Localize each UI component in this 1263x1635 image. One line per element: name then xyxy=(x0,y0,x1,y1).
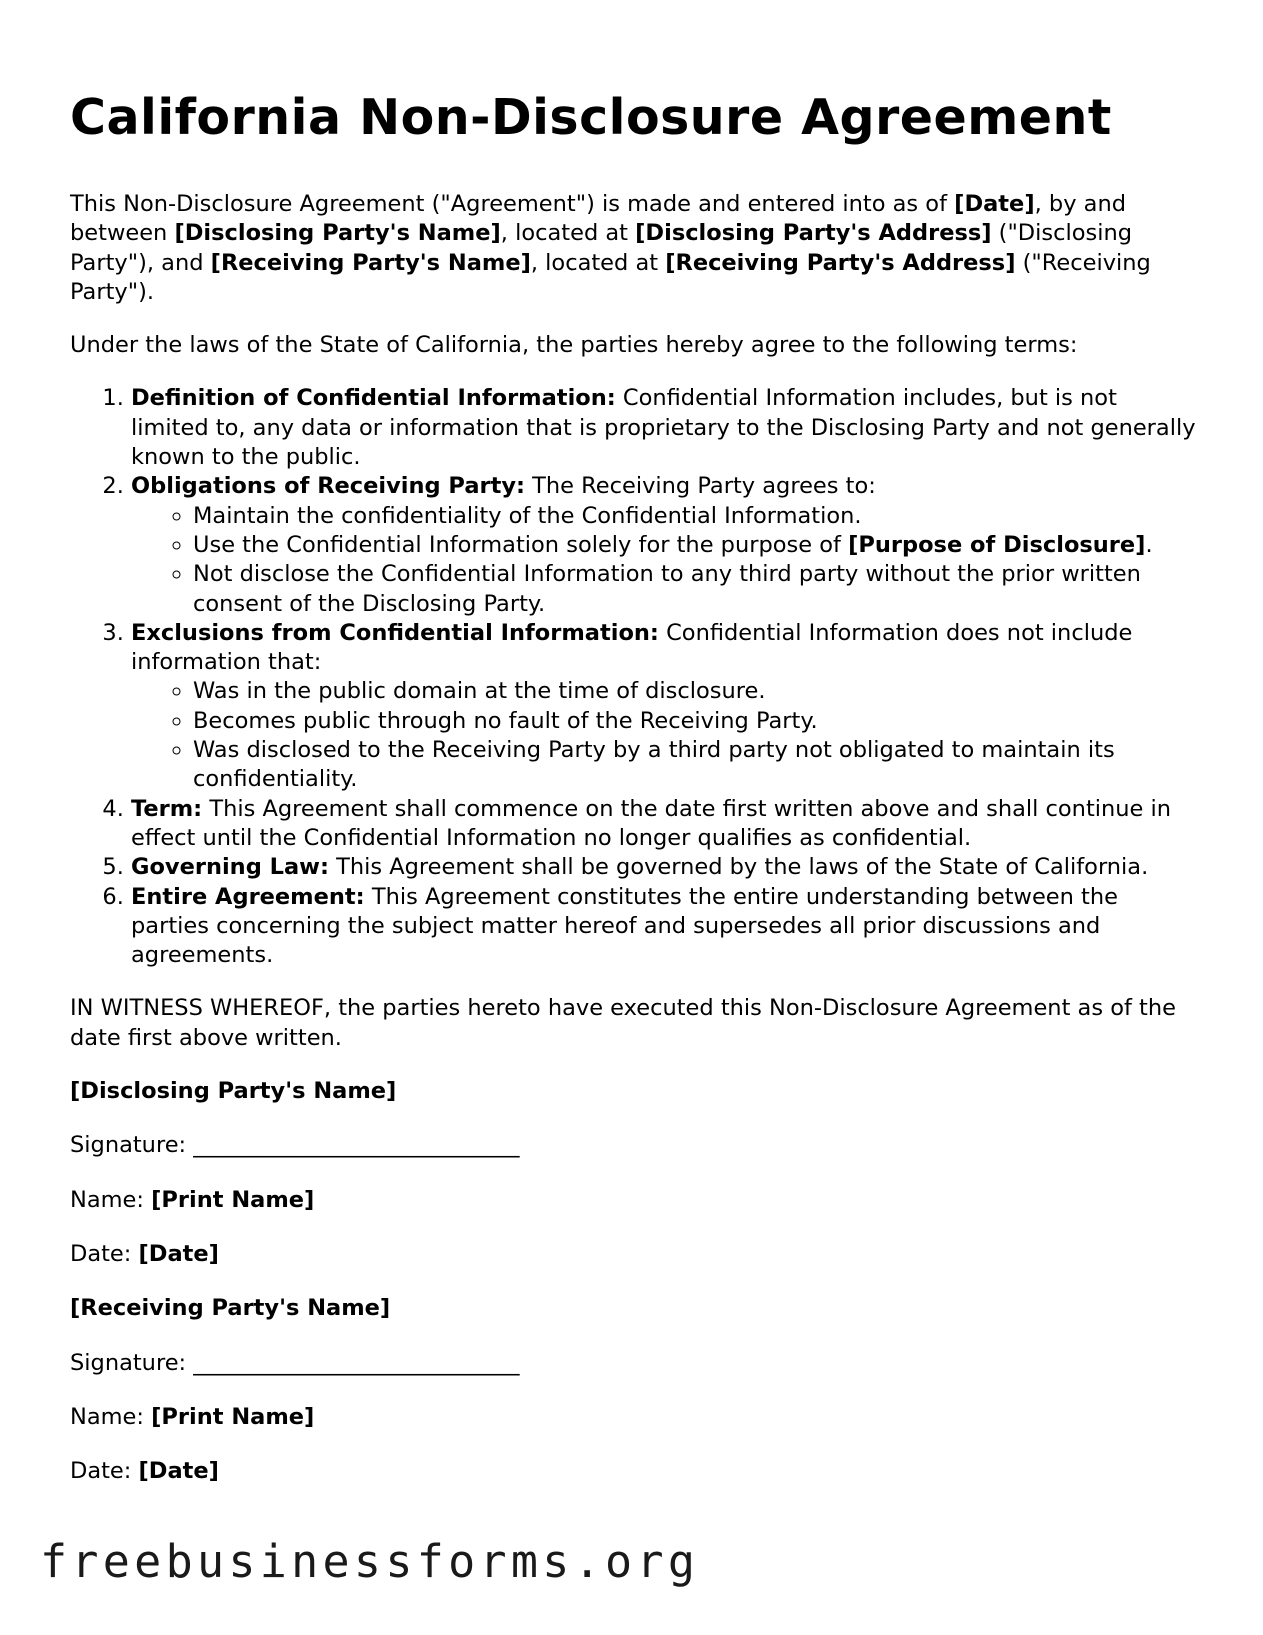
document-body xyxy=(70,86,1200,1511)
print-name-row xyxy=(70,1186,1200,1215)
print-name-placeholder[interactable]: [Print Name] xyxy=(151,1403,315,1430)
exclusion-item: ◦ Becomes public through no fault of the Receiving Party. xyxy=(193,707,1200,736)
party-name xyxy=(70,1077,1200,1106)
name-label: Name: xyxy=(70,1403,152,1430)
party-name-placeholder: [Receiving Party's Name] xyxy=(70,1295,391,1322)
date-placeholder[interactable]: [Date] xyxy=(138,1458,219,1485)
term-heading: Term: xyxy=(131,795,203,822)
party-name-placeholder: [Disclosing Party's Name] xyxy=(70,1078,397,1105)
term-heading: Entire Agreement: xyxy=(131,883,365,910)
name-label: Name: xyxy=(70,1186,152,1213)
disclosing-address-placeholder: [Disclosing Party's Address] xyxy=(635,220,992,247)
disclosing-signature-block xyxy=(70,1077,1200,1269)
exclusion-item: ◦ Was disclosed to the Receiving Party by a third party not obligated to maintain its confidentiality. xyxy=(193,736,1200,795)
receiving-address-placeholder: [Receiving Party's Address] xyxy=(665,249,1016,276)
intro-paragraph xyxy=(70,190,1200,307)
term-heading: Governing Law: xyxy=(131,854,329,881)
term-heading: Definition of Confidential Information: xyxy=(131,385,616,412)
signature-label: Signature: xyxy=(70,1132,194,1159)
obligation-text: . xyxy=(1145,531,1153,558)
exclusions-list xyxy=(131,677,1200,794)
obligation-item: ◦ Not disclose the Confidential Information to any third party without the prior written consent of the Disclosing Party. xyxy=(193,560,1200,619)
disclosing-name-placeholder: [Disclosing Party's Name] xyxy=(174,220,501,247)
terms-list xyxy=(70,384,1200,970)
term-text: This Agreement shall be governed by the laws of the State of California. xyxy=(328,854,1149,881)
obligation-text: Use the Confidential Information solely for the purpose of xyxy=(193,531,849,558)
term-text: This Agreement shall commence on the date first written above and shall continue in effect until the Confidential Information no longer qualifies as confidential. xyxy=(131,795,1172,851)
term-text: Confidential Information includes, but is not limited to, any data or information that is proprietary to the Disclosing Party and not generally known to the public. xyxy=(131,385,1196,471)
term-item xyxy=(131,853,1200,882)
date-placeholder[interactable]: [Date] xyxy=(138,1240,219,1267)
receiving-signature-block xyxy=(70,1294,1200,1486)
term-item xyxy=(131,384,1200,472)
date-row xyxy=(70,1240,1200,1269)
term-item xyxy=(131,795,1200,854)
intro-text: ("Receiving Party"). xyxy=(70,249,1151,305)
signature-row xyxy=(70,1349,1200,1378)
print-name-placeholder[interactable]: [Print Name] xyxy=(151,1186,315,1213)
intro-text: , by and between xyxy=(70,191,1126,247)
exclusion-item: ◦ Was in the public domain at the time of disclosure. xyxy=(193,677,1200,706)
term-text: Confidential Information does not include information that: xyxy=(131,619,1133,676)
intro-text: , located at xyxy=(500,220,636,247)
date-label: Date: xyxy=(70,1458,139,1485)
purpose-placeholder: [Purpose of Disclosure] xyxy=(848,531,1146,558)
term-text: This Agreement constitutes the entire understanding between the parties concerning the subject matter hereof and supersedes all prior discussions and agreements. xyxy=(131,883,1118,969)
term-item xyxy=(131,619,1200,795)
signature-line[interactable]: _____________________________ xyxy=(193,1132,520,1159)
intro-text: , located at xyxy=(530,249,666,276)
obligation-item: ◦ Maintain the confidentiality of the Confidential Information. xyxy=(193,502,1200,531)
print-name-row xyxy=(70,1403,1200,1432)
term-heading: Exclusions from Confidential Information: xyxy=(131,619,659,646)
date-row xyxy=(70,1457,1200,1486)
receiving-name-placeholder: [Receiving Party's Name] xyxy=(210,249,531,276)
term-text: The Receiving Party agrees to: xyxy=(525,473,876,500)
signature-row xyxy=(70,1131,1200,1160)
term-heading: Obligations of Receiving Party: xyxy=(131,473,526,500)
watermark-text: freebusinessforms.org xyxy=(40,1535,700,1588)
signature-label: Signature: xyxy=(70,1349,194,1376)
date-label: Date: xyxy=(70,1240,139,1267)
term-item xyxy=(131,883,1200,971)
witness-clause: IN WITNESS WHEREOF, the parties hereto have executed this Non-Disclosure Agreement as of the date first above written. xyxy=(70,995,1176,1051)
intro-date-placeholder: [Date] xyxy=(954,191,1035,217)
term-item xyxy=(131,472,1200,618)
obligation-item xyxy=(193,531,1200,560)
obligations-list xyxy=(131,502,1200,619)
party-name xyxy=(70,1294,1200,1323)
intro-text: This Non-Disclosure Agreement ("Agreement") is made and entered into as of xyxy=(70,191,955,217)
preamble: Under the laws of the State of California, the parties hereby agree to the following terms: xyxy=(70,332,1078,359)
intro-text: ("Disclosing Party"), and xyxy=(70,220,1133,276)
document-title: California Non-Disclosure Agreement xyxy=(70,89,1112,146)
signature-line[interactable]: _____________________________ xyxy=(193,1349,520,1376)
